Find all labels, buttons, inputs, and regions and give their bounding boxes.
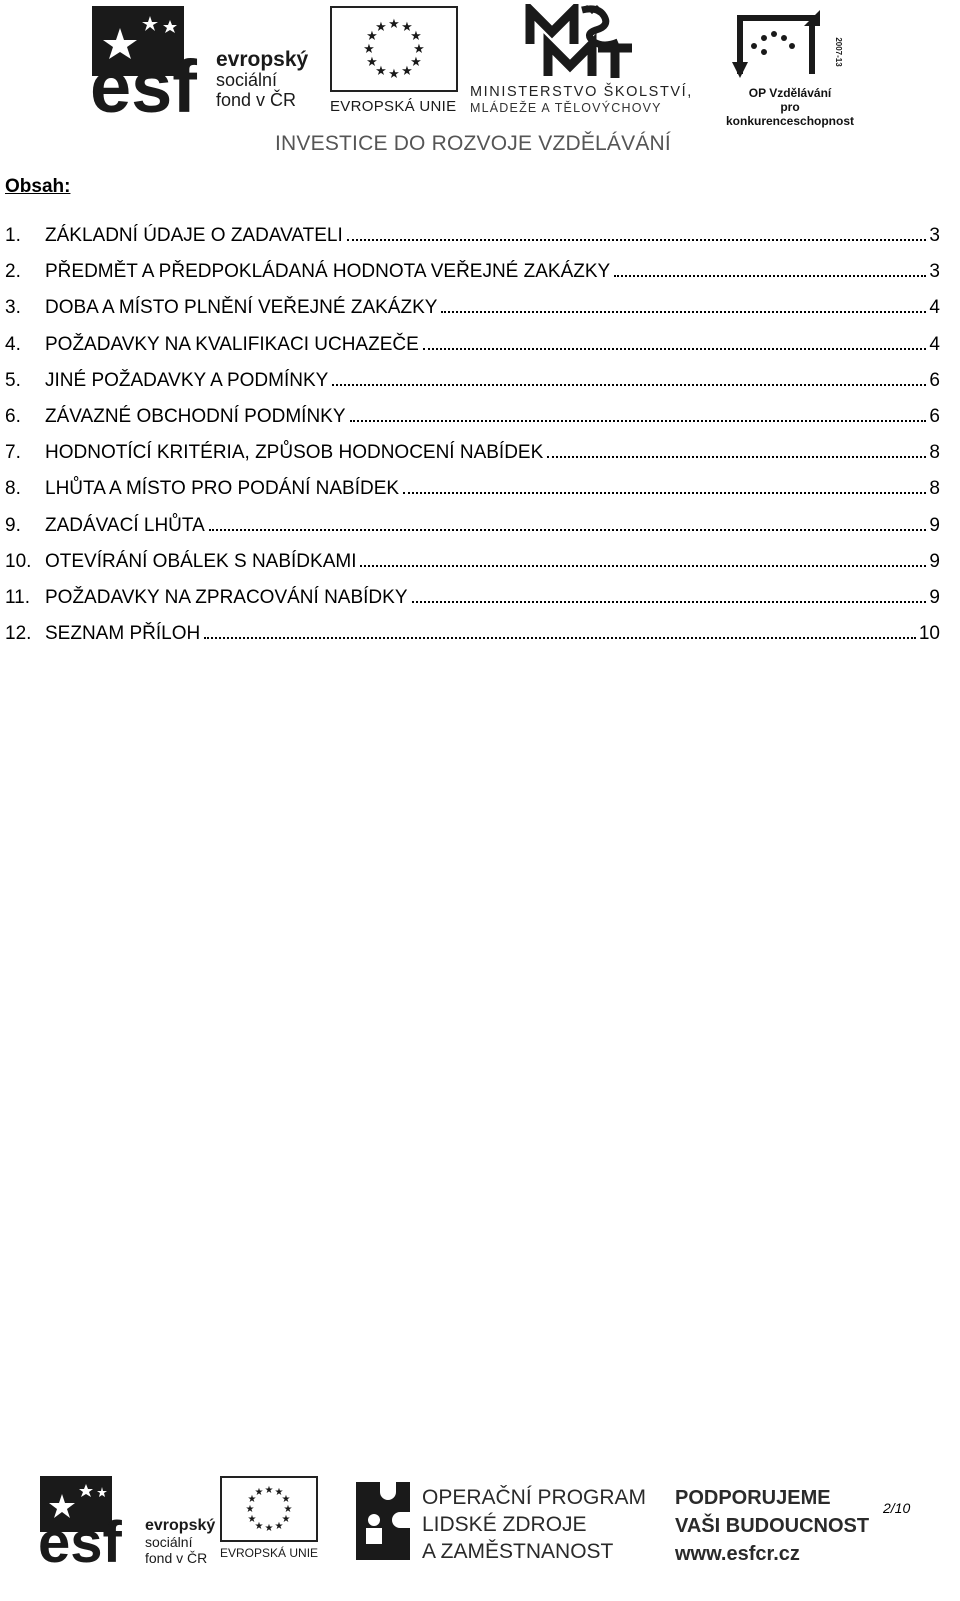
toc-leader-dots — [423, 347, 927, 350]
svg-text:★: ★ — [254, 1521, 264, 1532]
msmt-monogram-icon — [470, 4, 700, 84]
toc-leader-dots — [332, 383, 926, 386]
footer-esf-line3: fond v ČR — [145, 1550, 208, 1566]
toc-item-number: 11. — [5, 586, 31, 608]
toc-leader-dots — [412, 600, 927, 603]
toc-item-page[interactable]: 6 — [929, 369, 940, 391]
toc-item[interactable] — [5, 258, 940, 294]
op-vk-text — [720, 86, 860, 128]
svg-text:★: ★ — [281, 1494, 291, 1505]
footer-oplz-text — [422, 1484, 646, 1565]
toc-item[interactable] — [5, 222, 940, 258]
op-line1: OP Vzdělávání — [748, 86, 832, 100]
svg-text:★: ★ — [254, 1487, 264, 1498]
toc-leader-dots — [614, 274, 926, 277]
svg-text:★: ★ — [388, 17, 400, 32]
toc-item-number: 5. — [5, 369, 21, 391]
toc-item[interactable] — [5, 439, 940, 475]
oplz-line3: A ZAMĚSTNANOST — [422, 1540, 614, 1563]
eu-flag-icon — [330, 6, 458, 92]
toc-item-page[interactable]: 6 — [929, 405, 940, 427]
toc-item-number: 6. — [5, 405, 21, 427]
svg-text:★: ★ — [245, 1504, 255, 1515]
svg-text:esf: esf — [92, 45, 197, 114]
esf-logo-text — [216, 50, 308, 110]
toc-item-title[interactable]: ZÁKLADNÍ ÚDAJE O ZADAVATELI — [45, 225, 343, 246]
toc-item-title[interactable]: ZÁVAZNÉ OBCHODNÍ PODMÍNKY — [45, 405, 346, 427]
toc-item[interactable] — [5, 584, 940, 620]
toc-leader-dots — [403, 491, 926, 494]
eu-logo — [330, 6, 465, 116]
toc-item-number: 9. — [5, 514, 21, 536]
toc-item[interactable] — [5, 331, 940, 367]
slogan-line2: VAŠI BUDOUCNOST — [675, 1515, 870, 1537]
op-line2: pro konkurenceschopnost — [725, 100, 855, 128]
toc-item-title[interactable]: DOBA A MÍSTO PLNĚNÍ VEŘEJNÉ ZAKÁZKY — [45, 297, 438, 319]
slogan-url[interactable]: www.esfcr.cz — [675, 1543, 800, 1565]
eu-label: EVROPSKÁ UNIE — [330, 98, 457, 115]
esf-line3: fond v ČR — [216, 90, 297, 110]
svg-text:★: ★ — [375, 20, 387, 35]
toc-item[interactable] — [5, 512, 940, 548]
footer-esf-logo — [40, 1476, 215, 1564]
toc-item-title[interactable]: LHŮTA A MÍSTO PRO PODÁNÍ NABÍDEK — [45, 478, 400, 500]
svg-text:★: ★ — [366, 29, 378, 44]
toc-item-number: 1. — [5, 225, 21, 246]
puzzle-icon — [352, 1476, 416, 1564]
toc-item-number: 8. — [5, 478, 21, 500]
toc-item-page[interactable]: 4 — [929, 333, 940, 355]
footer-slogan — [675, 1484, 869, 1568]
footer-esf-line2: sociální — [145, 1534, 193, 1550]
toc-leader-dots — [209, 528, 927, 531]
page-number: 2/10 — [883, 1500, 911, 1516]
toc-item[interactable] — [5, 620, 940, 656]
toc-item-number: 4. — [5, 333, 21, 355]
toc-item-title[interactable]: HODNOTÍCÍ KRITÉRIA, ZPŮSOB HODNOCENÍ NABÍDEK — [45, 442, 544, 464]
svg-text:★: ★ — [388, 67, 400, 82]
svg-text:★: ★ — [283, 1504, 293, 1515]
footer-oplz-logo — [352, 1476, 652, 1566]
toc-leader-dots — [547, 455, 926, 458]
toc-item-title[interactable]: SEZNAM PŘÍLOH — [45, 623, 201, 645]
footer-logo-bar — [0, 1470, 960, 1601]
footer-esf-line1: evropský — [145, 1517, 216, 1534]
toc-item-title[interactable]: OTEVÍRÁNÍ OBÁLEK S NABÍDKAMI — [45, 550, 357, 572]
svg-text:★: ★ — [363, 42, 375, 57]
toc-item[interactable] — [5, 403, 940, 439]
oplz-line2: LIDSKÉ ZDROJE — [422, 1513, 587, 1536]
toc-item-number: 3. — [5, 297, 21, 319]
toc-item-page[interactable]: 9 — [929, 550, 940, 572]
svg-text:★: ★ — [247, 1494, 257, 1505]
toc-item-number: 10. — [5, 550, 32, 572]
svg-text:★: ★ — [274, 1487, 284, 1498]
oplz-line1: OPERAČNÍ PROGRAM — [422, 1486, 647, 1509]
toc-list — [5, 222, 940, 656]
svg-text:★: ★ — [247, 1514, 257, 1525]
footer-esf-text — [145, 1518, 215, 1566]
esf-logo — [92, 6, 332, 114]
msmt-logo — [470, 4, 700, 116]
msmt-line1: MINISTERSTVO ŠKOLSTVÍ, — [470, 84, 693, 100]
tagline: INVESTICE DO ROZVOJE VZDĚLÁVÁNÍ — [275, 132, 671, 155]
toc-item-title[interactable]: POŽADAVKY NA KVALIFIKACI UCHAZEČE — [45, 333, 419, 355]
toc-item-title[interactable]: PŘEDMĚT A PŘEDPOKLÁDANÁ HODNOTA VEŘEJNÉ ZAKÁZKY — [45, 261, 611, 283]
toc-item-title[interactable]: POŽADAVKY NA ZPRACOVÁNÍ NABÍDKY — [45, 586, 408, 608]
toc-item-page[interactable]: 4 — [929, 297, 940, 319]
toc-leader-dots — [441, 310, 926, 313]
toc-item-page[interactable]: 9 — [929, 514, 940, 536]
toc-leader-dots — [204, 636, 916, 639]
svg-text:★: ★ — [281, 1514, 291, 1525]
op-vk-graphic-icon — [720, 4, 860, 86]
toc-item-page[interactable]: 9 — [929, 586, 940, 608]
svg-text:★: ★ — [410, 29, 422, 44]
footer-eu-flag-icon — [220, 1476, 318, 1542]
toc-item-page[interactable]: 3 — [929, 261, 940, 283]
op-vk-logo — [720, 4, 860, 128]
slogan-line1: PODPORUJEME — [675, 1487, 831, 1509]
svg-text:★: ★ — [264, 1523, 274, 1534]
toc-item-number: 7. — [5, 442, 21, 464]
toc-item-title[interactable]: ZADÁVACÍ LHŮTA — [45, 514, 205, 536]
svg-text:esf: esf — [40, 1510, 122, 1564]
toc-item-number: 12. — [5, 623, 32, 645]
op-years: 2007-13 — [834, 37, 843, 67]
toc-leader-dots — [347, 238, 927, 241]
toc-item[interactable] — [5, 294, 940, 330]
toc-leader-dots — [360, 564, 926, 567]
toc-item[interactable] — [5, 475, 940, 511]
svg-text:★: ★ — [401, 64, 413, 79]
svg-text:★: ★ — [375, 64, 387, 79]
toc-item-page[interactable]: 8 — [929, 478, 940, 500]
msmt-line2: MLÁDEŽE A TĚLOVÝCHOVY — [470, 101, 662, 115]
svg-text:★: ★ — [413, 42, 425, 57]
toc-leader-dots — [350, 419, 927, 422]
footer-eu-label: EVROPSKÁ UNIE — [220, 1546, 319, 1560]
svg-text:★: ★ — [274, 1521, 284, 1532]
toc-item-page[interactable]: 10 — [918, 623, 940, 645]
svg-text:★: ★ — [366, 55, 378, 70]
toc-item[interactable] — [5, 548, 940, 584]
esf-line1: evropský — [216, 48, 309, 71]
toc-heading: Obsah: — [5, 176, 71, 197]
toc-item-page[interactable]: 8 — [929, 442, 940, 464]
toc-item-number: 2. — [5, 261, 21, 283]
svg-text:★: ★ — [410, 55, 422, 70]
toc-item-page[interactable]: 3 — [929, 225, 940, 246]
toc-item[interactable] — [5, 367, 940, 403]
header-logo-bar — [0, 0, 960, 165]
svg-text:★: ★ — [264, 1485, 274, 1496]
svg-text:★: ★ — [401, 20, 413, 35]
toc-item-title[interactable]: JINÉ POŽADAVKY A PODMÍNKY — [45, 369, 329, 391]
esf-line2: sociální — [216, 70, 278, 90]
footer-eu-logo — [220, 1476, 330, 1566]
